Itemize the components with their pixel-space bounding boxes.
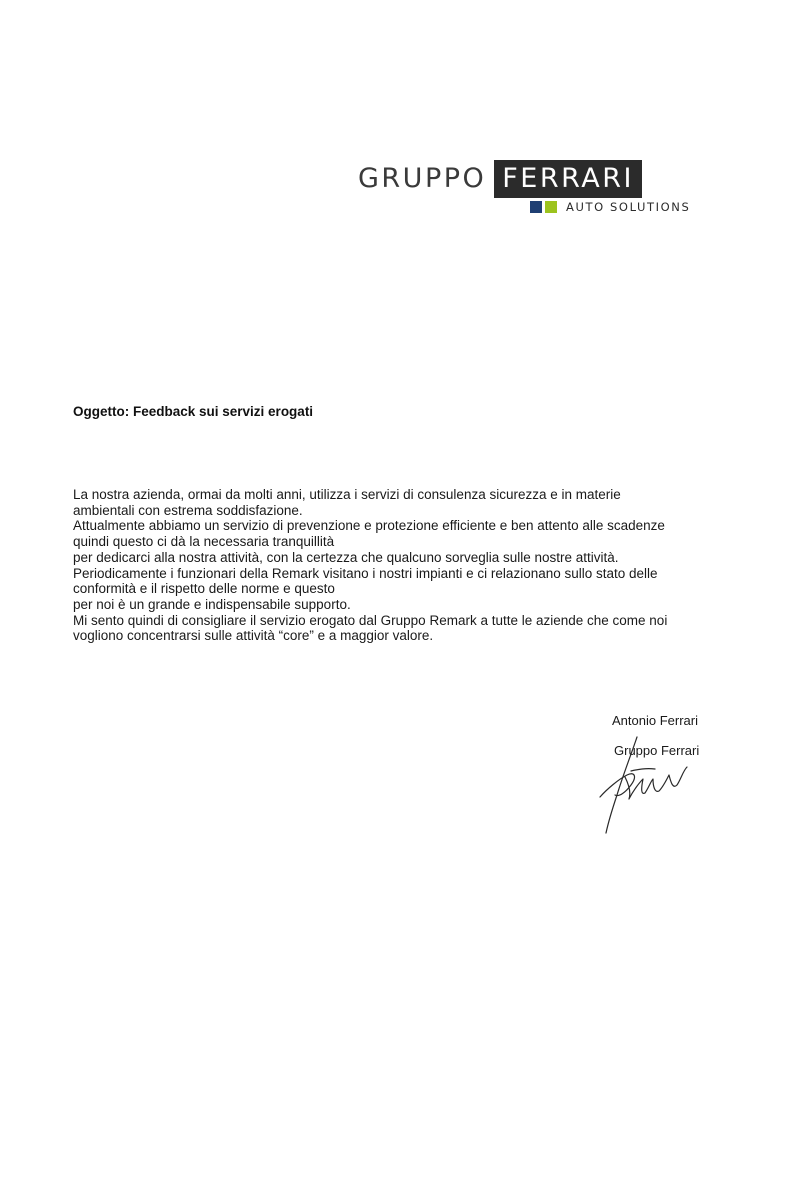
signatory-name: Antonio Ferrari [612, 713, 698, 728]
logo-blue-square-icon [530, 201, 542, 213]
body-line: Mi sento quindi di consigliare il servizio erogato dal Gruppo Remark a tutte le aziende che come noi [73, 612, 668, 628]
body-line: per noi è un grande e indispensabile supporto. [73, 596, 351, 612]
logo-tagline: AUTO SOLUTIONS [566, 200, 691, 214]
logo-word-gruppo: GRUPPO [358, 163, 487, 194]
body-line: Attualmente abbiamo un servizio di prevenzione e protezione efficiente e ben attento alle scadenze [73, 518, 665, 534]
body-line: vogliono concentrarsi sulle attività “core” e a maggior valore. [73, 628, 434, 644]
logo-tagline-row [358, 200, 718, 214]
logo-dark-box [494, 160, 642, 198]
body-line: Periodicamente i funzionari della Remark visitano i nostri impianti e ci relazionano sullo stato delle [73, 565, 658, 581]
signatory-company: Gruppo Ferrari [614, 743, 700, 758]
body-line: per dedicarci alla nostra attività, con la certezza che qualcuno sorveglia sulle nostre attività. [73, 549, 619, 565]
logo-word-ferrari: FERRARI [502, 163, 634, 194]
letter-body [73, 487, 733, 644]
body-line: ambientali con estrema soddisfazione. [73, 502, 303, 518]
body-line: quindi questo ci dà la necessaria tranquillità [73, 534, 335, 550]
logo-wordmark [358, 160, 718, 198]
body-line: La nostra azienda, ormai da molti anni, utilizza i servizi di consulenza sicurezza e in materie [73, 487, 621, 502]
logo-green-square-icon [545, 201, 557, 213]
letter-subject: Oggetto: Feedback sui servizi erogati [73, 404, 314, 419]
body-line: conformità e il rispetto delle norme e questo [73, 581, 335, 597]
company-logo [358, 160, 718, 220]
handwritten-signature-icon [595, 735, 705, 835]
